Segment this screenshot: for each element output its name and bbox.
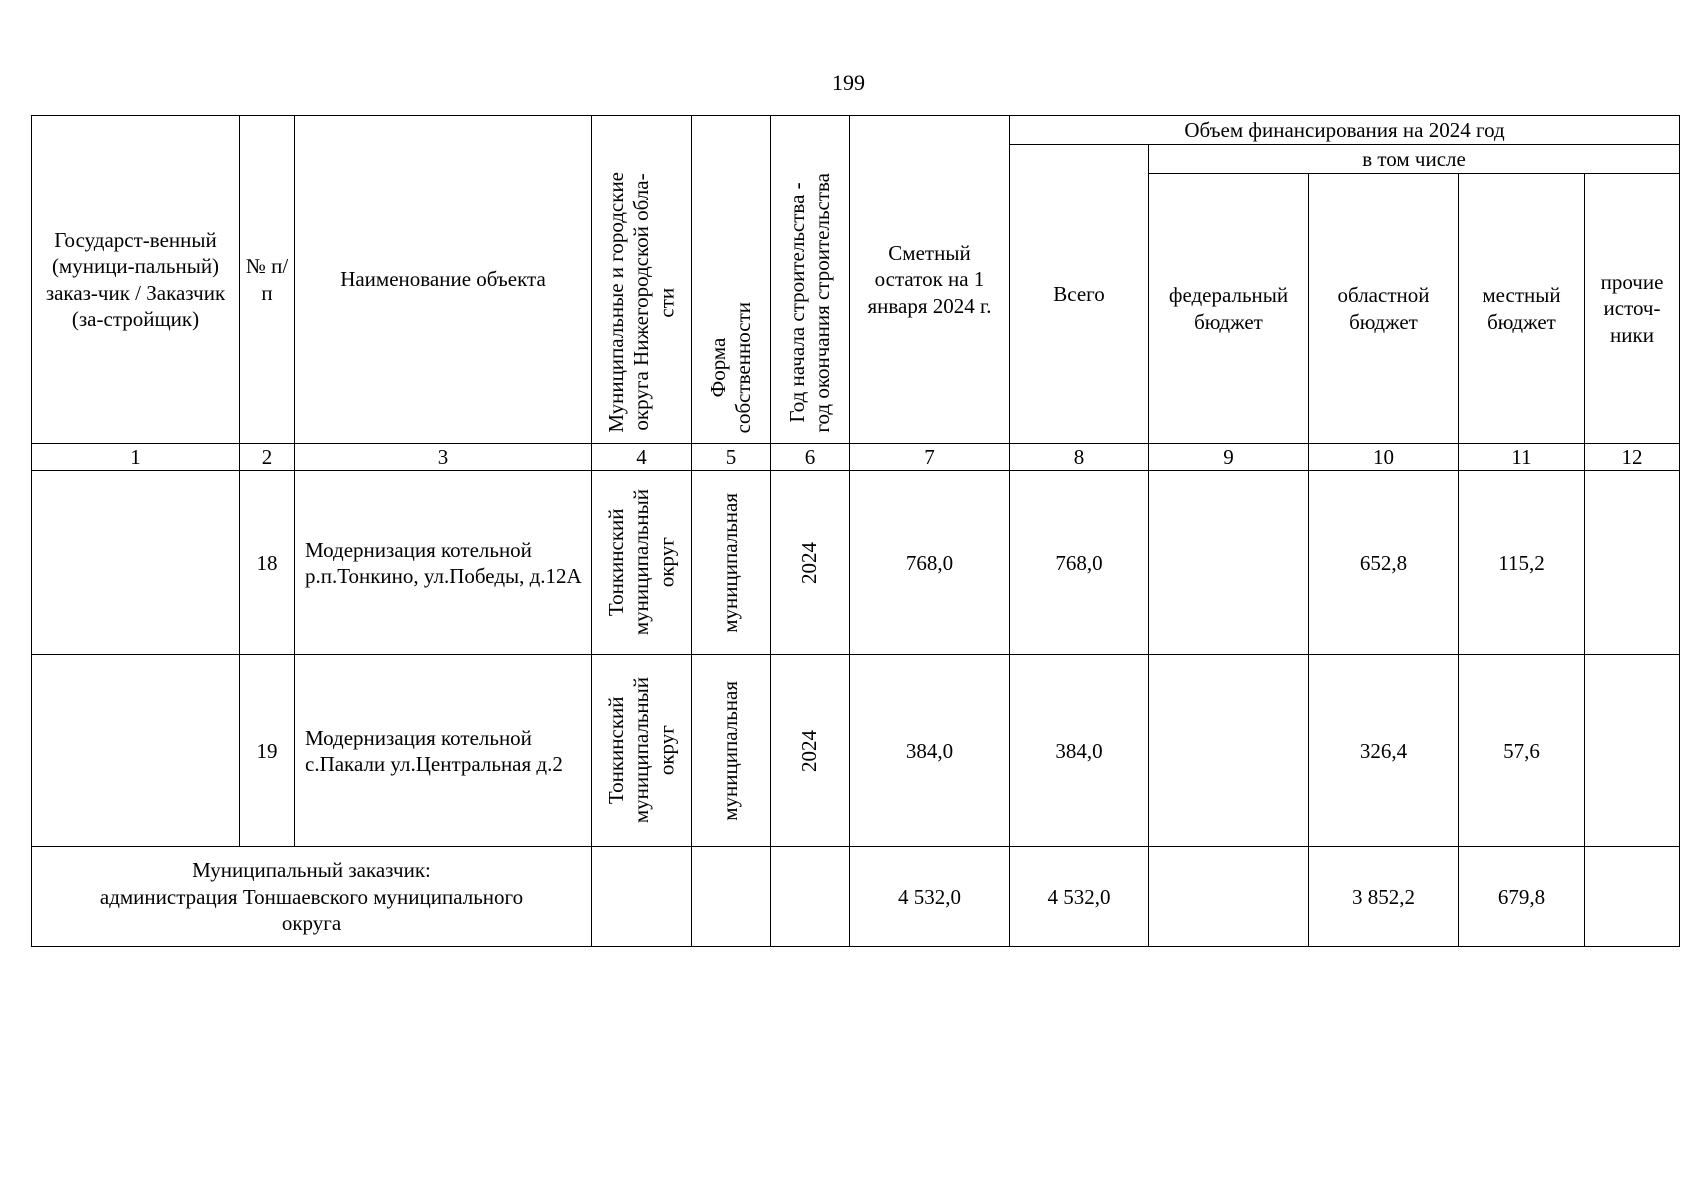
row-municipality bbox=[592, 655, 692, 847]
summary-row bbox=[32, 847, 1680, 947]
table-row bbox=[32, 471, 1680, 655]
row-ownership bbox=[692, 655, 771, 847]
row-num: 19 bbox=[240, 655, 295, 847]
row-municipality-line3: округ bbox=[654, 537, 679, 588]
summary-total: 4 532,0 bbox=[1010, 847, 1149, 947]
row-federal bbox=[1149, 655, 1309, 847]
financing-table bbox=[31, 115, 1680, 947]
row-num: 18 bbox=[240, 471, 295, 655]
column-number: 11 bbox=[1459, 444, 1585, 471]
row-ownership-text: муниципальная bbox=[718, 492, 743, 633]
header-customer: Государст-венный (муници-пальный) заказ-чик / Заказчик (за-стройщик) bbox=[32, 116, 240, 444]
row-estimate: 768,0 bbox=[850, 471, 1010, 655]
row-years bbox=[771, 655, 850, 847]
column-number: 10 bbox=[1309, 444, 1459, 471]
header-ownership-line2: собственности bbox=[731, 301, 755, 433]
header-municipality bbox=[592, 116, 692, 444]
header-municipality-line2: округа Нижегородской обла- bbox=[628, 174, 653, 432]
column-number: 5 bbox=[692, 444, 771, 471]
column-number: 7 bbox=[850, 444, 1010, 471]
header-ownership-line1: Форма bbox=[705, 337, 730, 398]
row-total: 768,0 bbox=[1010, 471, 1149, 655]
row-municipality-line3: округ bbox=[654, 725, 679, 776]
row-customer bbox=[32, 655, 240, 847]
column-number: 9 bbox=[1149, 444, 1309, 471]
page-number: 199 bbox=[832, 70, 865, 95]
column-number: 2 bbox=[240, 444, 295, 471]
header-years-line2: год окончания строительства bbox=[810, 173, 834, 433]
row-municipality-line1: Тонкинский bbox=[603, 508, 628, 617]
header-years-line1: Год начала строительства - bbox=[784, 183, 809, 424]
summary-local: 679,8 bbox=[1459, 847, 1585, 947]
row-customer bbox=[32, 471, 240, 655]
header-total: Всего bbox=[1010, 145, 1149, 444]
summary-years-empty bbox=[771, 847, 850, 947]
row-other bbox=[1585, 655, 1680, 847]
summary-municipality-empty bbox=[592, 847, 692, 947]
header-local: местный бюджет bbox=[1459, 174, 1585, 444]
summary-customer bbox=[32, 847, 592, 947]
header-financing: Объем финансирования на 2024 год bbox=[1010, 116, 1680, 145]
summary-ownership-empty bbox=[692, 847, 771, 947]
column-number: 4 bbox=[592, 444, 692, 471]
summary-federal bbox=[1149, 847, 1309, 947]
row-regional: 326,4 bbox=[1309, 655, 1459, 847]
column-number: 12 bbox=[1585, 444, 1680, 471]
summary-regional: 3 852,2 bbox=[1309, 847, 1459, 947]
header-other: прочие источ-ники bbox=[1585, 174, 1680, 444]
row-years bbox=[771, 471, 850, 655]
row-municipality bbox=[592, 471, 692, 655]
row-other bbox=[1585, 471, 1680, 655]
header-municipality-line1: Муниципальные и городские bbox=[603, 172, 628, 433]
header-object-name: Наименование объекта bbox=[295, 116, 592, 444]
summary-other bbox=[1585, 847, 1680, 947]
row-years-text: 2024 bbox=[797, 729, 822, 772]
row-local: 115,2 bbox=[1459, 471, 1585, 655]
row-estimate: 384,0 bbox=[850, 655, 1010, 847]
column-number: 6 bbox=[771, 444, 850, 471]
summary-estimate: 4 532,0 bbox=[850, 847, 1010, 947]
column-numbers-row bbox=[32, 444, 1680, 471]
row-total: 384,0 bbox=[1010, 655, 1149, 847]
header-regional: областной бюджет bbox=[1309, 174, 1459, 444]
column-number: 8 bbox=[1010, 444, 1149, 471]
row-local: 57,6 bbox=[1459, 655, 1585, 847]
header-federal: федеральный бюджет bbox=[1149, 174, 1309, 444]
header-ownership bbox=[692, 116, 771, 444]
summary-customer-line1: Муниципальный заказчик: bbox=[192, 858, 431, 883]
summary-customer-line2: администрация Тоншаевского муниципального bbox=[99, 884, 524, 909]
row-municipality-line1: Тонкинский bbox=[603, 696, 628, 805]
row-municipality-line2: муниципальный bbox=[628, 677, 653, 824]
summary-customer-line3: округа bbox=[281, 910, 342, 935]
row-ownership-text: муниципальная bbox=[718, 680, 743, 821]
header-estimate: Сметный остаток на 1 января 2024 г. bbox=[850, 116, 1010, 444]
header-including: в том числе bbox=[1149, 145, 1680, 174]
header-num: № п/п bbox=[240, 116, 295, 444]
column-number: 1 bbox=[32, 444, 240, 471]
row-ownership bbox=[692, 471, 771, 655]
row-regional: 652,8 bbox=[1309, 471, 1459, 655]
row-years-text: 2024 bbox=[797, 541, 822, 584]
header-years bbox=[771, 116, 850, 444]
row-municipality-line2: муниципальный bbox=[628, 489, 653, 636]
row-object-name: Модернизация котельной с.Пакали ул.Центральная д.2 bbox=[295, 655, 592, 847]
row-federal bbox=[1149, 471, 1309, 655]
header-municipality-line3: сти bbox=[654, 287, 679, 318]
table-row bbox=[32, 655, 1680, 847]
row-object-name: Модернизация котельной р.п.Тонкино, ул.Победы, д.12А bbox=[295, 471, 592, 655]
column-number: 3 bbox=[295, 444, 592, 471]
